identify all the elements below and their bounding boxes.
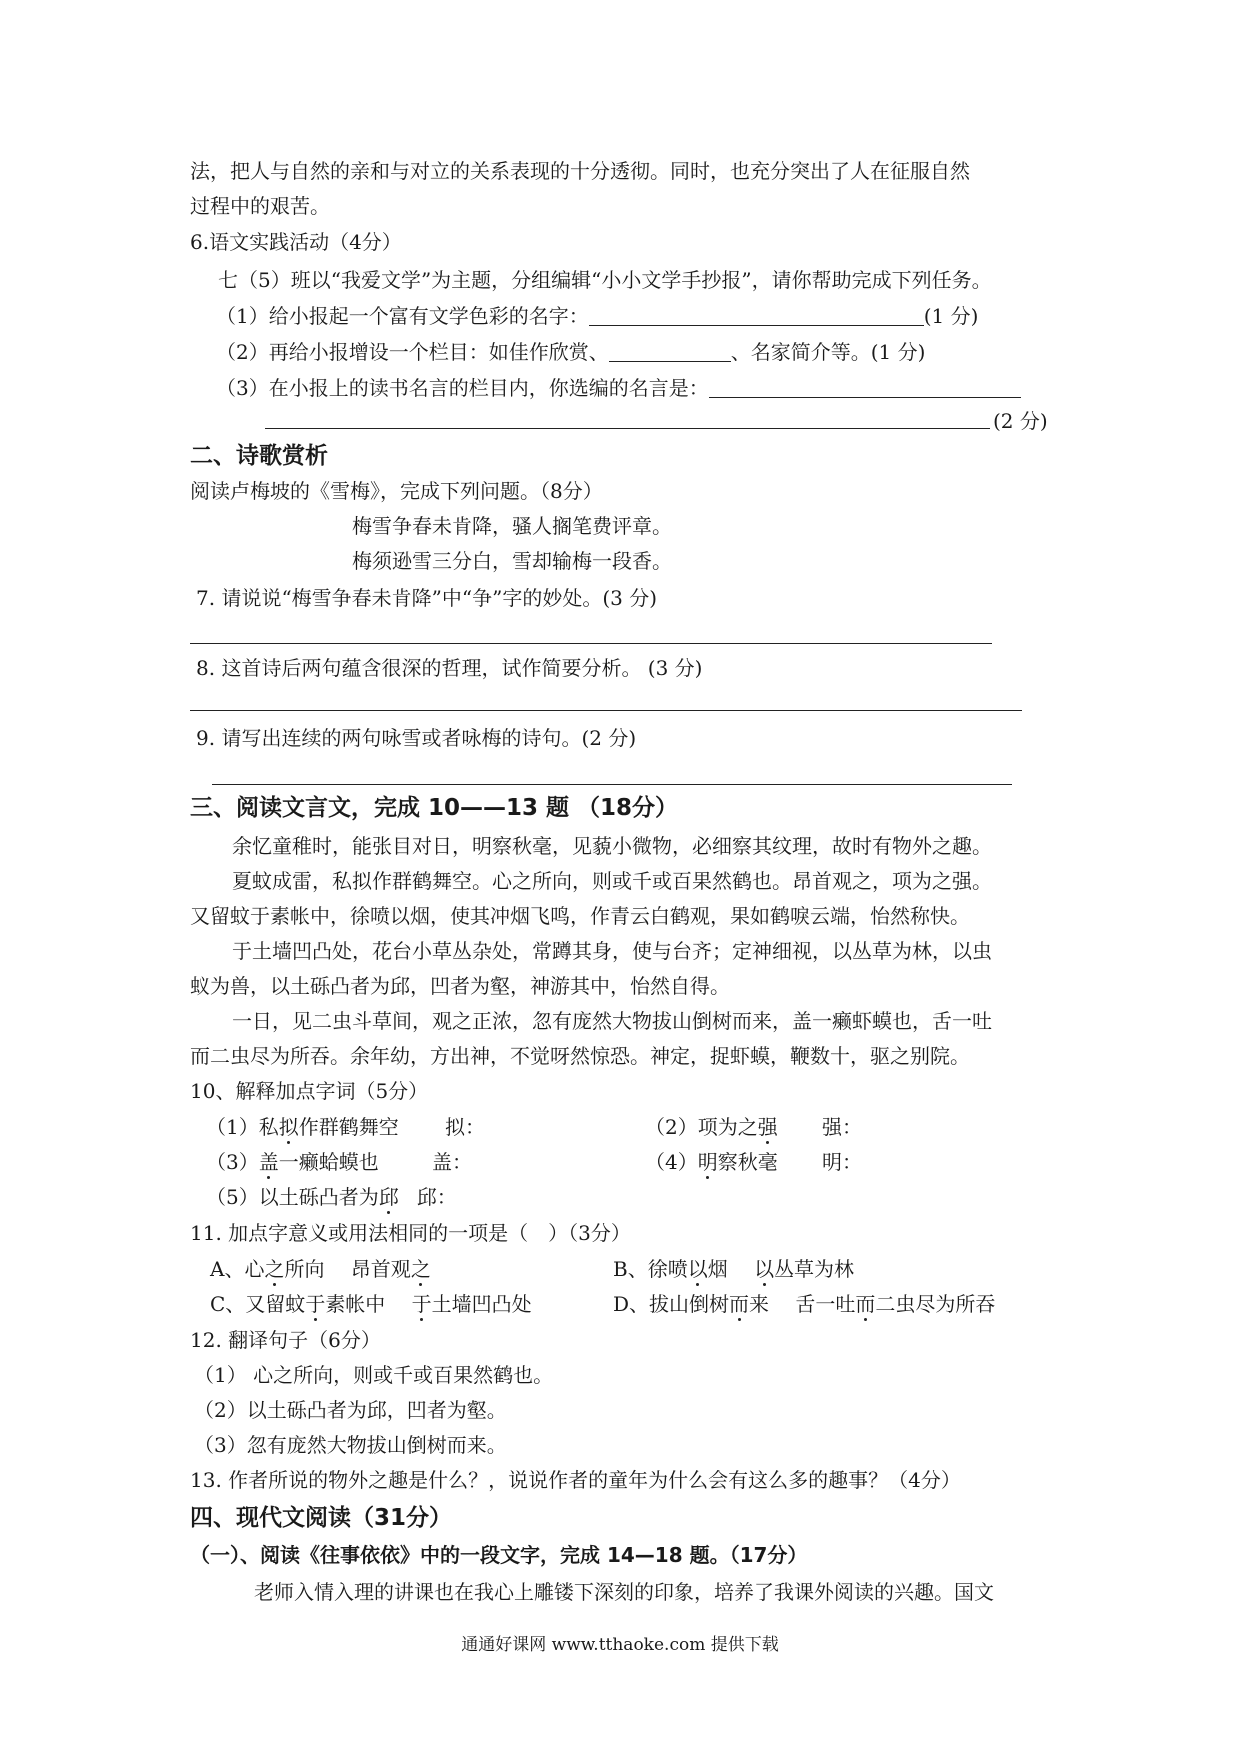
q11-title: 11. 加点字意义或用法相同的一项是（ ）（3分） <box>190 1221 631 1245</box>
poem-line-1: 梅雪争春未肯降，骚人搁笔费评章。 <box>352 514 672 538</box>
q10-item-3: （3）盖一癞蛤蟆也 <box>206 1150 379 1174</box>
section2-intro: 阅读卢梅坡的《雪梅》，完成下列问题。（8分） <box>190 479 603 503</box>
q8-answer-line[interactable] <box>190 710 1022 711</box>
section2-heading: 二、诗歌赏析 <box>190 443 328 469</box>
section4-heading: 四、现代文阅读（31分） <box>190 1505 453 1531</box>
poem-line-2: 梅须逊雪三分白，雪却输梅一段香。 <box>352 549 672 573</box>
q10-item-2-dotted-char: 强 <box>757 1115 778 1139</box>
passage-p4-line-2: 而二虫尽为所吞。余年幼，方出神，不觉呀然惊恐。神定，捉虾蟆，鞭数十，驱之别院。 <box>190 1044 970 1068</box>
q6-task-2 <box>216 338 925 366</box>
section4-passage-p1: 老师入情入理的讲课也在我心上雕镂下深刻的印象，培养了我课外阅读的兴趣。国文 <box>254 1580 994 1604</box>
q11-option-b[interactable]: B、徐喷以烟 以丛草为林 <box>613 1257 855 1281</box>
q6-task-1-text: （1）给小报起一个富有文学色彩的名字： <box>216 304 589 328</box>
q7-answer-line[interactable] <box>190 643 992 644</box>
q13: 13. 作者所说的物外之趣是什么？，说说作者的童年为什么会有这么多的趣事？（4分） <box>190 1468 961 1492</box>
q12-title: 12. 翻译句子（6分） <box>190 1328 381 1352</box>
q6-task-2-blank[interactable] <box>609 339 731 362</box>
q6-task-3 <box>216 374 1021 402</box>
passage-p4-line-1: 一日，见二虫斗草间，观之正浓，忽有庞然大物拔山倒树而来，盖一癞虾蟆也，舌一吐 <box>232 1009 992 1033</box>
q12-sentence-3: （3）忽有庞然大物拔山倒树而来。 <box>194 1433 507 1457</box>
q10-item-4-key: 明： <box>822 1150 862 1174</box>
q9-answer-line[interactable] <box>212 784 1012 785</box>
q12-sentence-1: （1） 心之所向，则或千或百果然鹤也。 <box>194 1363 554 1387</box>
q10-item-2: （2）项为之强 <box>645 1115 778 1139</box>
q10-item-2-key: 强： <box>822 1115 862 1139</box>
passage-p2-line-2: 又留蚊于素帐中，徐喷以烟，使其冲烟飞鸣，作青云白鹤观，果如鹤唳云端，怡然称快。 <box>190 904 970 928</box>
q6-task-3-blank[interactable] <box>709 375 1021 398</box>
q6-task-1 <box>216 302 978 330</box>
q10-item-1: （1）私拟作群鹤舞空 <box>206 1115 399 1139</box>
q6-task-2-text-b: 、名家简介等。(1 分) <box>730 340 926 364</box>
q12-sentence-2: （2）以土砾凸者为邱，凹者为壑。 <box>194 1398 507 1422</box>
q10-item-3-key: 盖： <box>432 1150 472 1174</box>
intro-line-1: 法，把人与自然的亲和与对立的关系表现的十分透彻。同时，也充分突出了人在征服自然 <box>190 159 970 183</box>
q10-item-4-dotted-char: 明 <box>697 1150 718 1174</box>
q11-option-d[interactable]: D、拔山倒树而来 舌一吐而二虫尽为所吞 <box>613 1292 996 1316</box>
q6-task-3-text: （3）在小报上的读书名言的栏目内，你选编的名言是： <box>216 376 709 400</box>
q10-item-3-dotted-char: 盖 <box>258 1150 279 1174</box>
q6-task-2-text-a: （2）再给小报增设一个栏目：如佳作欣赏、 <box>216 340 609 364</box>
q6-title: 6.语文实践活动（4分） <box>190 230 402 254</box>
q10-item-1-dotted-char: 拟 <box>278 1115 299 1139</box>
q6-task-1-score: (1 分) <box>923 304 979 328</box>
q6-desc: 七（5）班以“我爱文学”为主题，分组编辑“小小文学手抄报”，请你帮助完成下列任务。 <box>218 268 992 292</box>
q10-item-4: （4）明察秋毫 <box>645 1150 778 1174</box>
q8: 8. 这首诗后两句蕴含很深的哲理，试作简要分析。 (3 分) <box>196 656 703 680</box>
q9: 9. 请写出连续的两句咏雪或者咏梅的诗句。(2 分) <box>196 726 637 750</box>
q11-option-a[interactable]: A、心之所向 昂首观之 <box>210 1257 431 1281</box>
q10-title: 10、解释加点字词（5分） <box>190 1079 429 1103</box>
q10-item-5: （5）以土砾凸者为邱 邱： <box>206 1185 457 1209</box>
q10-item-1-key: 拟： <box>445 1115 485 1139</box>
q6-task-1-blank[interactable] <box>589 303 924 326</box>
q10-item-5-key: 邱： <box>416 1185 457 1209</box>
q7: 7. 请说说“梅雪争春未肯降”中“争”字的妙处。(3 分) <box>196 586 658 610</box>
q6-task-3-score: (2 分) <box>993 409 1048 433</box>
passage-p3-line-1: 于土墙凹凸处，花台小草丛杂处，常蹲其身，使与台齐；定神细视，以丛草为林，以虫 <box>232 939 992 963</box>
section3-heading: 三、阅读文言文，完成 10——13 题 （18分） <box>190 795 679 821</box>
passage-p1: 余忆童稚时，能张目对日，明察秋毫，见藐小微物，必细察其纹理，故时有物外之趣。 <box>232 834 992 858</box>
passage-p2-line-1: 夏蚊成雷，私拟作群鹤舞空。心之所向，则或千或百果然鹤也。昂首观之，项为之强。 <box>232 869 992 893</box>
passage-p3-line-2: 蚁为兽，以土砾凸者为邱，凹者为壑，神游其中，怡然自得。 <box>190 974 730 998</box>
page-footer: 通通好课网 www.tthaoke.com 提供下载 <box>461 1635 779 1655</box>
q10-item-5-dotted-char: 邱 <box>378 1185 399 1209</box>
q6-task-3-blank-line-2[interactable] <box>265 428 990 429</box>
intro-line-2: 过程中的艰苦。 <box>190 194 330 218</box>
section4-sub1: （一）、阅读《往事依依》中的一段文字，完成 14—18 题。（17分） <box>190 1543 808 1567</box>
q11-option-c[interactable]: C、又留蚊于素帐中 于土墙凹凸处 <box>210 1292 532 1316</box>
